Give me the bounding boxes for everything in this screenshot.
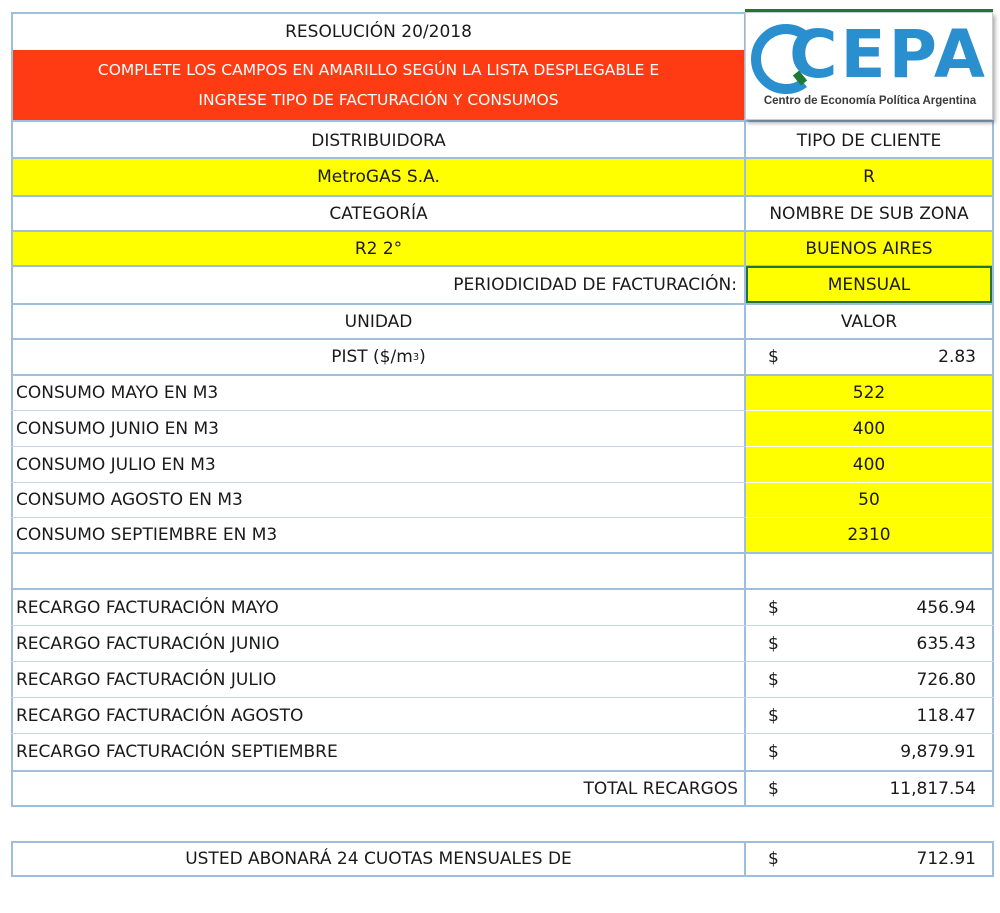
recargo-value-cell-junio bbox=[746, 626, 992, 661]
consumo-input-agosto[interactable]: 50 bbox=[746, 483, 992, 517]
total-recargos-label: TOTAL RECARGOS bbox=[583, 778, 738, 799]
consumo-label-junio: CONSUMO JUNIO EN M3 bbox=[16, 418, 219, 439]
cuotas-value: 712.91 bbox=[916, 849, 976, 869]
total-recargos-value: 11,817.54 bbox=[889, 778, 976, 799]
valor-header: VALOR bbox=[840, 311, 898, 332]
pist-label-text: PIST ($/m bbox=[331, 347, 413, 367]
consumo-input-mayo[interactable]: 522 bbox=[746, 376, 992, 410]
pist-label-superscript: 3 bbox=[412, 351, 420, 363]
currency-symbol: $ bbox=[768, 742, 779, 762]
pist-value-cell bbox=[746, 340, 992, 374]
recargo-label-septiembre: RECARGO FACTURACIÓN SEPTIEMBRE bbox=[16, 742, 338, 762]
currency-symbol: $ bbox=[768, 778, 779, 799]
currency-symbol: $ bbox=[768, 849, 779, 869]
subzona-select[interactable]: BUENOS AIRES bbox=[746, 232, 992, 265]
recargo-value-cell-septiembre bbox=[746, 734, 992, 770]
pist-label-close: ) bbox=[419, 347, 426, 367]
pist-label bbox=[13, 340, 744, 374]
periodicidad-select[interactable]: MENSUAL bbox=[746, 266, 992, 303]
consumo-label-septiembre: CONSUMO SEPTIEMBRE EN M3 bbox=[16, 525, 278, 545]
recargo-label-julio: RECARGO FACTURACIÓN JULIO bbox=[16, 669, 277, 690]
periodicidad-label: PERIODICIDAD DE FACTURACIÓN: bbox=[453, 275, 737, 295]
consumo-label-julio: CONSUMO JULIO EN M3 bbox=[16, 454, 216, 475]
currency-symbol: $ bbox=[768, 347, 779, 367]
instruction-line-1: COMPLETE LOS CAMPOS EN AMARILLO SEGÚN LA LISTA DESPLEGABLE E bbox=[97, 61, 660, 79]
consumo-input-septiembre[interactable]: 2310 bbox=[746, 518, 992, 552]
recargo-value-mayo: 456.94 bbox=[916, 597, 976, 618]
recargo-label-mayo: RECARGO FACTURACIÓN MAYO bbox=[16, 597, 279, 618]
cepa-logo bbox=[745, 12, 993, 120]
recargo-value-junio: 635.43 bbox=[916, 633, 976, 654]
categoria-label: CATEGORÍA bbox=[329, 203, 428, 224]
recargo-value-cell-agosto bbox=[746, 698, 992, 733]
distribuidora-select[interactable]: MetroGAS S.A. bbox=[13, 159, 744, 195]
consumo-label-mayo: CONSUMO MAYO EN M3 bbox=[16, 383, 219, 403]
consumo-input-julio[interactable]: 400 bbox=[746, 447, 992, 482]
cepa-logo-letters: CEPA bbox=[789, 16, 988, 93]
tipo-cliente-select[interactable]: R bbox=[746, 159, 992, 195]
grid-row-line bbox=[11, 805, 994, 807]
tipo-cliente-label: TIPO DE CLIENTE bbox=[796, 130, 942, 151]
currency-symbol: $ bbox=[768, 633, 779, 654]
subzona-label: NOMBRE DE SUB ZONA bbox=[769, 203, 969, 224]
logo-top-bar bbox=[745, 0, 993, 12]
instruction-line-2: INGRESE TIPO DE FACTURACIÓN Y CONSUMOS bbox=[198, 91, 559, 109]
consumo-label-agosto: CONSUMO AGOSTO EN M3 bbox=[16, 490, 243, 510]
distribuidora-label: DISTRIBUIDORA bbox=[311, 130, 446, 151]
cuotas-label: USTED ABONARÁ 24 CUOTAS MENSUALES DE bbox=[185, 849, 572, 869]
consumo-input-junio[interactable]: 400 bbox=[746, 411, 992, 446]
currency-symbol: $ bbox=[768, 669, 779, 690]
currency-symbol: $ bbox=[768, 597, 779, 618]
resolution-title: RESOLUCIÓN 20/2018 bbox=[285, 22, 472, 42]
instruction-banner bbox=[13, 50, 744, 120]
recargo-value-cell-julio bbox=[746, 662, 992, 697]
total-recargos-cell bbox=[746, 772, 992, 805]
currency-symbol: $ bbox=[768, 705, 779, 726]
recargo-value-julio: 726.80 bbox=[916, 669, 976, 690]
recargo-label-junio: RECARGO FACTURACIÓN JUNIO bbox=[16, 633, 280, 654]
recargo-value-agosto: 118.47 bbox=[916, 705, 976, 726]
pist-value: 2.83 bbox=[938, 347, 976, 367]
recargo-value-cell-mayo bbox=[746, 590, 992, 625]
cepa-logo-subtitle: Centro de Economía Política Argentina bbox=[763, 95, 977, 107]
grid-row-line bbox=[11, 552, 994, 554]
categoria-select[interactable]: R2 2° bbox=[13, 232, 744, 265]
recargo-value-septiembre: 9,879.91 bbox=[900, 742, 976, 762]
cuotas-value-cell bbox=[746, 843, 992, 875]
recargo-label-agosto: RECARGO FACTURACIÓN AGOSTO bbox=[16, 705, 304, 726]
unidad-header: UNIDAD bbox=[344, 311, 413, 332]
grid-right-border bbox=[992, 120, 994, 807]
